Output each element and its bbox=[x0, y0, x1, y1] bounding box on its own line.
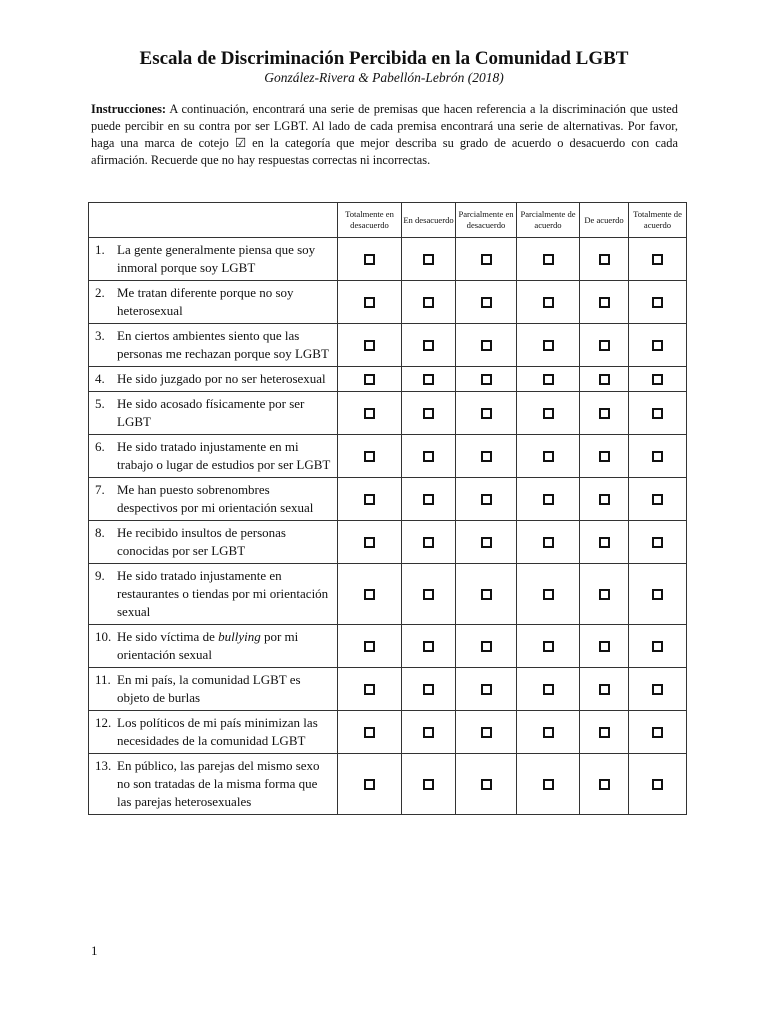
response-cell[interactable] bbox=[456, 625, 517, 668]
table-row bbox=[89, 711, 687, 754]
checkbox[interactable] bbox=[364, 451, 375, 462]
item-number: 9. bbox=[95, 568, 105, 583]
response-cell[interactable] bbox=[456, 668, 517, 711]
checkbox[interactable] bbox=[481, 684, 492, 695]
item-cell bbox=[89, 367, 338, 392]
checkbox[interactable] bbox=[652, 537, 663, 548]
response-cell[interactable] bbox=[580, 367, 629, 392]
response-cell[interactable] bbox=[517, 281, 580, 324]
checkbox[interactable] bbox=[364, 408, 375, 419]
checkbox[interactable] bbox=[652, 340, 663, 351]
document-title: Escala de Discriminación Percibida en la Comunidad LGBT bbox=[139, 48, 629, 69]
response-cell[interactable] bbox=[580, 435, 629, 478]
checkbox[interactable] bbox=[543, 374, 554, 385]
response-cell[interactable] bbox=[580, 754, 629, 815]
response-cell[interactable] bbox=[629, 238, 687, 281]
response-cell[interactable] bbox=[517, 521, 580, 564]
item-cell bbox=[89, 392, 338, 435]
response-cell[interactable] bbox=[456, 711, 517, 754]
item-text bbox=[117, 628, 333, 664]
checkbox[interactable] bbox=[599, 494, 610, 505]
instructions-text: A continuación, encontrará una serie de premisas que hacen referencia a la discriminación que usted puede percibir en su contra por ser LGBT. Al lado de cada premisa encontrará una serie de alternativas. Por favor, haga una marca de cotejo ☑ en la categoría que mejor describa su grado de acuerdo o desacuerdo con cada afirmación. Recuerde que no hay respuestas correctas ni incorrectas. bbox=[91, 102, 678, 167]
item-cell bbox=[89, 521, 338, 564]
item-number: 2. bbox=[95, 285, 105, 300]
item-cell bbox=[89, 754, 338, 815]
checkbox[interactable] bbox=[543, 451, 554, 462]
response-cell[interactable] bbox=[338, 711, 402, 754]
response-cell[interactable] bbox=[456, 392, 517, 435]
page-number: 1 bbox=[91, 943, 98, 958]
checkbox[interactable] bbox=[364, 779, 375, 790]
response-cell[interactable] bbox=[517, 668, 580, 711]
checkbox[interactable] bbox=[364, 374, 375, 385]
response-cell[interactable] bbox=[629, 668, 687, 711]
checkbox[interactable] bbox=[364, 340, 375, 351]
column-header: Parcialmente de acuerdo bbox=[517, 203, 580, 238]
checkbox[interactable] bbox=[423, 408, 434, 419]
checkbox[interactable] bbox=[423, 589, 434, 600]
response-cell[interactable] bbox=[402, 711, 456, 754]
response-cell[interactable] bbox=[629, 754, 687, 815]
response-cell[interactable] bbox=[517, 324, 580, 367]
checkbox[interactable] bbox=[543, 589, 554, 600]
item-number: 6. bbox=[95, 439, 105, 454]
response-cell[interactable] bbox=[629, 435, 687, 478]
table-row bbox=[89, 435, 687, 478]
checkbox[interactable] bbox=[423, 340, 434, 351]
item-cell bbox=[89, 625, 338, 668]
response-cell[interactable] bbox=[629, 281, 687, 324]
checkbox[interactable] bbox=[543, 537, 554, 548]
response-cell[interactable] bbox=[338, 668, 402, 711]
response-cell[interactable] bbox=[338, 564, 402, 625]
item-cell bbox=[89, 238, 338, 281]
instructions-paragraph bbox=[91, 101, 678, 169]
checkbox[interactable] bbox=[481, 779, 492, 790]
checkbox[interactable] bbox=[652, 297, 663, 308]
checkbox[interactable] bbox=[599, 779, 610, 790]
table-row bbox=[89, 668, 687, 711]
response-cell[interactable] bbox=[456, 754, 517, 815]
response-cell[interactable] bbox=[517, 238, 580, 281]
response-cell[interactable] bbox=[580, 711, 629, 754]
item-text-part: por mi orientación sexual bbox=[117, 629, 299, 662]
checkbox[interactable] bbox=[652, 408, 663, 419]
checkbox[interactable] bbox=[543, 779, 554, 790]
response-cell[interactable] bbox=[456, 324, 517, 367]
response-cell[interactable] bbox=[402, 324, 456, 367]
response-cell[interactable] bbox=[580, 281, 629, 324]
item-number: 13. bbox=[95, 758, 112, 773]
response-cell[interactable] bbox=[338, 478, 402, 521]
response-cell[interactable] bbox=[456, 367, 517, 392]
response-cell[interactable] bbox=[456, 435, 517, 478]
item-text: He sido tratado injustamente en mi trabajo o lugar de estudios por ser LGBT bbox=[117, 439, 331, 472]
checkbox[interactable] bbox=[364, 589, 375, 600]
checkbox[interactable] bbox=[481, 641, 492, 652]
checkbox[interactable] bbox=[652, 451, 663, 462]
checkbox[interactable] bbox=[599, 589, 610, 600]
response-cell[interactable] bbox=[517, 711, 580, 754]
checkbox[interactable] bbox=[364, 297, 375, 308]
checkbox[interactable] bbox=[599, 408, 610, 419]
response-cell[interactable] bbox=[402, 668, 456, 711]
response-cell[interactable] bbox=[580, 625, 629, 668]
response-cell[interactable] bbox=[580, 668, 629, 711]
item-cell bbox=[89, 711, 338, 754]
response-cell[interactable] bbox=[402, 625, 456, 668]
response-cell[interactable] bbox=[338, 367, 402, 392]
column-header: De acuerdo bbox=[580, 203, 629, 238]
response-cell[interactable] bbox=[402, 367, 456, 392]
response-cell[interactable] bbox=[402, 238, 456, 281]
checkbox[interactable] bbox=[652, 494, 663, 505]
checkbox[interactable] bbox=[599, 340, 610, 351]
response-cell[interactable] bbox=[402, 478, 456, 521]
table-row bbox=[89, 238, 687, 281]
item-text: Me tratan diferente porque no soy heterosexual bbox=[117, 285, 294, 318]
response-cell[interactable] bbox=[629, 324, 687, 367]
response-cell[interactable] bbox=[580, 521, 629, 564]
checkbox[interactable] bbox=[599, 641, 610, 652]
response-cell[interactable] bbox=[338, 238, 402, 281]
checkbox[interactable] bbox=[364, 537, 375, 548]
checkbox[interactable] bbox=[481, 494, 492, 505]
response-cell[interactable] bbox=[629, 367, 687, 392]
response-cell[interactable] bbox=[338, 392, 402, 435]
item-text-italic: bullying bbox=[218, 629, 261, 644]
response-cell[interactable] bbox=[517, 478, 580, 521]
response-cell[interactable] bbox=[338, 625, 402, 668]
checkbox[interactable] bbox=[599, 684, 610, 695]
response-cell[interactable] bbox=[402, 564, 456, 625]
table-row bbox=[89, 324, 687, 367]
checkbox[interactable] bbox=[543, 684, 554, 695]
item-number: 7. bbox=[95, 482, 105, 497]
response-cell[interactable] bbox=[629, 564, 687, 625]
checkbox[interactable] bbox=[599, 727, 610, 738]
checkbox[interactable] bbox=[481, 297, 492, 308]
column-header: Totalmente de acuerdo bbox=[629, 203, 687, 238]
checkbox[interactable] bbox=[481, 254, 492, 265]
response-cell[interactable] bbox=[402, 281, 456, 324]
response-cell[interactable] bbox=[456, 521, 517, 564]
item-text: He sido juzgado por no ser heterosexual bbox=[117, 371, 326, 386]
response-cell[interactable] bbox=[629, 392, 687, 435]
table-header-row bbox=[89, 203, 687, 238]
item-number: 11. bbox=[95, 672, 111, 687]
checkbox[interactable] bbox=[599, 374, 610, 385]
response-table bbox=[88, 202, 687, 815]
table-row bbox=[89, 281, 687, 324]
checkbox[interactable] bbox=[652, 779, 663, 790]
checkbox[interactable] bbox=[652, 589, 663, 600]
checkbox[interactable] bbox=[543, 727, 554, 738]
item-cell bbox=[89, 324, 338, 367]
checkbox[interactable] bbox=[423, 254, 434, 265]
response-cell[interactable] bbox=[456, 238, 517, 281]
response-cell[interactable] bbox=[338, 521, 402, 564]
response-cell[interactable] bbox=[629, 711, 687, 754]
table-row bbox=[89, 392, 687, 435]
item-number: 3. bbox=[95, 328, 105, 343]
checkbox[interactable] bbox=[364, 641, 375, 652]
checkbox[interactable] bbox=[652, 641, 663, 652]
item-number: 12. bbox=[95, 715, 112, 730]
item-text-part: He sido víctima de bbox=[117, 629, 219, 644]
response-cell[interactable] bbox=[402, 521, 456, 564]
response-cell[interactable] bbox=[580, 564, 629, 625]
item-number: 4. bbox=[95, 371, 105, 386]
column-header: Parcialmente en desacuerdo bbox=[456, 203, 517, 238]
checkbox[interactable] bbox=[481, 537, 492, 548]
checkbox[interactable] bbox=[543, 340, 554, 351]
item-text: He recibido insultos de personas conocidas por ser LGBT bbox=[117, 525, 286, 558]
response-cell[interactable] bbox=[402, 435, 456, 478]
item-cell bbox=[89, 281, 338, 324]
response-cell[interactable] bbox=[517, 435, 580, 478]
checkbox[interactable] bbox=[423, 684, 434, 695]
checkbox[interactable] bbox=[423, 494, 434, 505]
response-cell[interactable] bbox=[580, 324, 629, 367]
response-cell[interactable] bbox=[402, 754, 456, 815]
checkbox[interactable] bbox=[599, 537, 610, 548]
checkbox[interactable] bbox=[481, 727, 492, 738]
response-cell[interactable] bbox=[338, 324, 402, 367]
response-cell[interactable] bbox=[338, 435, 402, 478]
response-cell[interactable] bbox=[580, 238, 629, 281]
checkbox[interactable] bbox=[364, 727, 375, 738]
response-cell[interactable] bbox=[629, 478, 687, 521]
checkbox[interactable] bbox=[481, 408, 492, 419]
item-number: 10. bbox=[95, 629, 112, 644]
item-text: En ciertos ambientes siento que las personas me rechazan porque soy LGBT bbox=[117, 328, 329, 361]
checkbox[interactable] bbox=[423, 727, 434, 738]
response-cell[interactable] bbox=[517, 392, 580, 435]
checkbox[interactable] bbox=[599, 297, 610, 308]
item-number: 5. bbox=[95, 396, 105, 411]
checkbox[interactable] bbox=[423, 641, 434, 652]
response-cell[interactable] bbox=[456, 281, 517, 324]
item-cell bbox=[89, 435, 338, 478]
document-authors: González-Rivera & Pabellón-Lebrón (2018) bbox=[264, 70, 504, 85]
item-text: He sido tratado injustamente en restaurantes o tiendas por mi orientación sexual bbox=[117, 568, 329, 619]
item-text: Los políticos de mi país minimizan las necesidades de la comunidad LGBT bbox=[117, 715, 318, 748]
checkbox[interactable] bbox=[543, 408, 554, 419]
checkbox[interactable] bbox=[364, 494, 375, 505]
item-text: En mi país, la comunidad LGBT es objeto de burlas bbox=[117, 672, 301, 705]
item-cell bbox=[89, 668, 338, 711]
table-row bbox=[89, 754, 687, 815]
response-cell[interactable] bbox=[580, 392, 629, 435]
checkbox[interactable] bbox=[423, 297, 434, 308]
checkbox[interactable] bbox=[423, 374, 434, 385]
checkbox[interactable] bbox=[481, 340, 492, 351]
column-header: En desacuerdo bbox=[402, 203, 456, 238]
item-cell bbox=[89, 478, 338, 521]
response-cell[interactable] bbox=[338, 754, 402, 815]
checkbox[interactable] bbox=[364, 254, 375, 265]
response-cell[interactable] bbox=[629, 521, 687, 564]
response-cell[interactable] bbox=[580, 478, 629, 521]
checkbox[interactable] bbox=[364, 684, 375, 695]
item-text: Me han puesto sobrenombres despectivos por mi orientación sexual bbox=[117, 482, 314, 515]
column-header: Totalmente en desacuerdo bbox=[338, 203, 402, 238]
checkbox[interactable] bbox=[652, 374, 663, 385]
item-text: La gente generalmente piensa que soy inmoral porque soy LGBT bbox=[117, 242, 316, 275]
item-text: He sido acosado físicamente por ser LGBT bbox=[117, 396, 305, 429]
response-cell[interactable] bbox=[456, 478, 517, 521]
checkbox[interactable] bbox=[543, 494, 554, 505]
instructions-label: Instrucciones: bbox=[91, 102, 167, 116]
checkbox[interactable] bbox=[652, 727, 663, 738]
response-cell[interactable] bbox=[629, 625, 687, 668]
item-number: 1. bbox=[95, 242, 105, 257]
item-text: En público, las parejas del mismo sexo no son tratadas de la misma forma que las parejas heterosexuales bbox=[117, 758, 320, 809]
checkbox[interactable] bbox=[423, 779, 434, 790]
response-cell[interactable] bbox=[338, 281, 402, 324]
checkbox[interactable] bbox=[481, 589, 492, 600]
table-row bbox=[89, 564, 687, 625]
item-cell bbox=[89, 564, 338, 625]
checkbox[interactable] bbox=[423, 451, 434, 462]
response-cell[interactable] bbox=[517, 625, 580, 668]
table-row bbox=[89, 625, 687, 668]
checkbox[interactable] bbox=[543, 297, 554, 308]
table-row bbox=[89, 367, 687, 392]
item-number: 8. bbox=[95, 525, 105, 540]
checkbox[interactable] bbox=[423, 537, 434, 548]
checkbox[interactable] bbox=[652, 684, 663, 695]
checkbox[interactable] bbox=[481, 374, 492, 385]
checkbox[interactable] bbox=[599, 254, 610, 265]
checkbox[interactable] bbox=[599, 451, 610, 462]
checkbox[interactable] bbox=[481, 451, 492, 462]
response-cell[interactable] bbox=[517, 754, 580, 815]
response-cell[interactable] bbox=[517, 564, 580, 625]
checkbox[interactable] bbox=[543, 641, 554, 652]
response-cell[interactable] bbox=[456, 564, 517, 625]
response-cell[interactable] bbox=[517, 367, 580, 392]
table-row bbox=[89, 521, 687, 564]
response-cell[interactable] bbox=[402, 392, 456, 435]
checkbox[interactable] bbox=[652, 254, 663, 265]
header-blank-cell bbox=[89, 203, 338, 238]
checkbox[interactable] bbox=[543, 254, 554, 265]
table-row bbox=[89, 478, 687, 521]
